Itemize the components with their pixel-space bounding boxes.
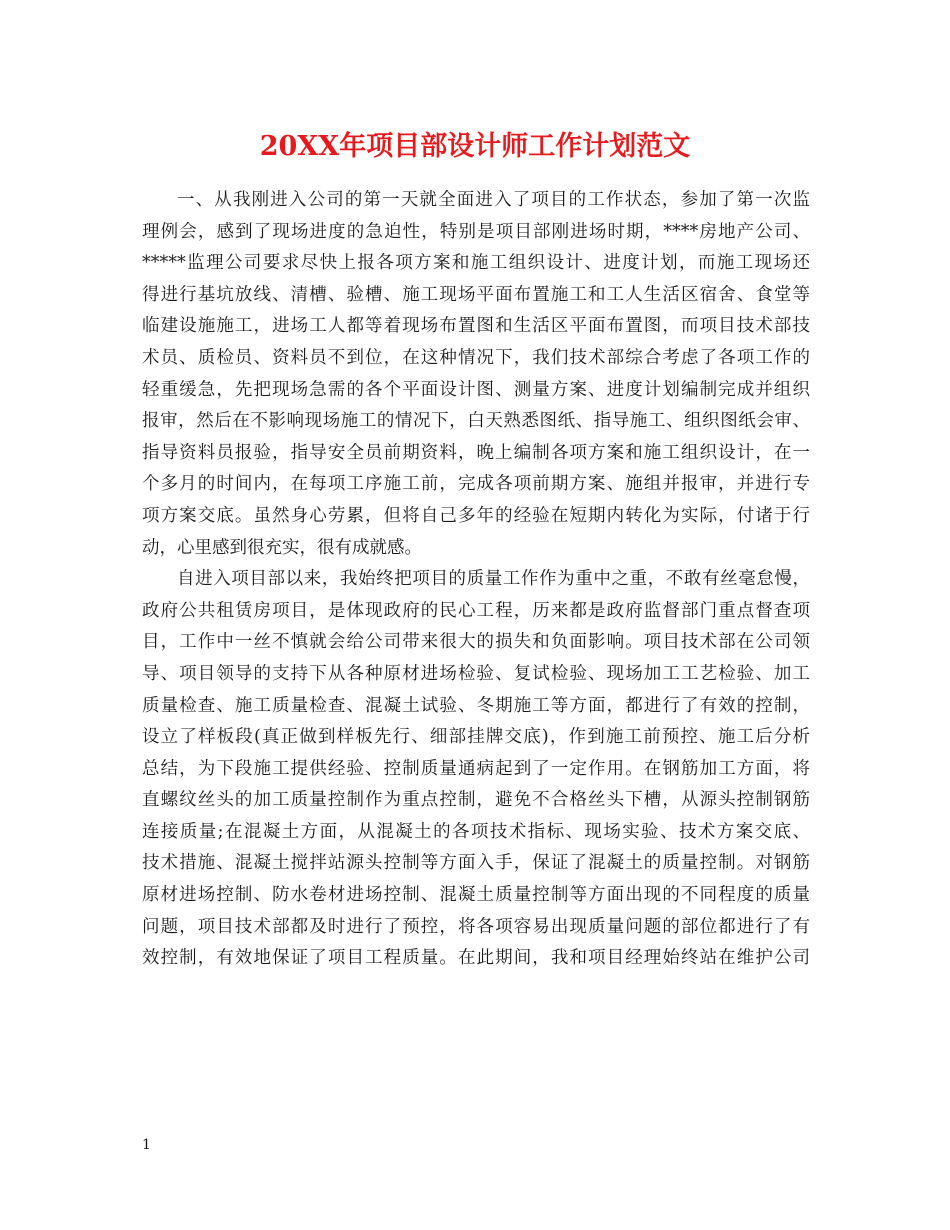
text-line: *****监理公司要求尽快上报各项方案和施工组织设计、进度计划，而施工现场还 bbox=[142, 253, 810, 274]
text-line: 连接质量;在混凝土方面，从混凝土的各项技术指标、现场实验、技术方案交底、 bbox=[142, 821, 810, 842]
text-line: 理例会，感到了现场进度的急迫性，特别是项目部刚进场时期，****房地产公司、 bbox=[142, 221, 810, 242]
text-line: 直螺纹丝头的加工质量控制作为重点控制，避免不合格丝头下槽，从源头控制钢筋 bbox=[142, 790, 810, 811]
text-line: 报审，然后在不影响现场施工的情况下，白天熟悉图纸、指导施工、组织图纸会审、 bbox=[142, 411, 810, 432]
text-line: 质量检查、施工质量检查、混凝土试验、冬期施工等方面，都进行了有效的控制， bbox=[142, 695, 810, 716]
text-line: 原材进场控制、防水卷材进场控制、混凝土质量控制等方面出现的不同程度的质量 bbox=[142, 885, 810, 906]
text-line: 术员、质检员、资料员不到位，在这种情况下，我们技术部综合考虑了各项工作的 bbox=[142, 347, 810, 368]
document-body bbox=[142, 185, 810, 975]
text-line: 技术措施、混凝土搅拌站源头控制等方面入手，保证了混凝土的质量控制。对钢筋 bbox=[142, 853, 810, 874]
paragraph-1 bbox=[142, 185, 810, 564]
text-line: 指导资料员报验，指导安全员前期资料，晚上编制各项方案和施工组织设计，在一 bbox=[142, 442, 810, 463]
document-title: 20XX年项目部设计师工作计划范文 bbox=[259, 131, 691, 162]
paragraph-2 bbox=[142, 564, 810, 975]
text-line: 目，工作中一丝不慎就会给公司带来很大的损失和负面影响。项目技术部在公司领 bbox=[142, 632, 810, 653]
text-line: 个多月的时间内，在每项工序施工前，完成各项前期方案、施组并报审，并进行专 bbox=[142, 474, 810, 495]
text-line: 轻重缓急，先把现场急需的各个平面设计图、测量方案、进度计划编制完成并组织 bbox=[142, 379, 810, 400]
text-line: 政府公共租赁房项目，是体现政府的民心工程，历来都是政府监督部门重点督查项 bbox=[142, 600, 810, 621]
text-line: 效控制，有效地保证了项目工程质量。在此期间，我和项目经理始终站在维护公司 bbox=[142, 948, 810, 969]
text-line: 得进行基坑放线、清槽、验槽、施工现场平面布置施工和工人生活区宿舍、食堂等 bbox=[142, 284, 810, 305]
text-line: 导、项目领导的支持下从各种原材进场检验、复试检验、现场加工工艺检验、加工 bbox=[142, 663, 810, 684]
text-line: 设立了样板段(真正做到样板先行、细部挂牌交底)，作到施工前预控、施工后分析 bbox=[142, 727, 810, 748]
text-line: 动，心里感到很充实，很有成就感。 bbox=[142, 537, 422, 558]
text-line: 一、从我刚进入公司的第一天就全面进入了项目的工作状态，参加了第一次监 bbox=[177, 190, 810, 210]
text-line: 总结，为下段施工提供经验、控制质量通病起到了一定作用。在钢筋加工方面，将 bbox=[142, 758, 810, 779]
text-line: 问题，项目技术部都及时进行了预控，将各项容易出现质量问题的部位都进行了有 bbox=[142, 916, 810, 937]
text-line: 项方案交底。虽然身心劳累，但将自己多年的经验在短期内转化为实际，付诸于行 bbox=[142, 505, 810, 526]
text-line: 自进入项目部以来，我始终把项目的质量工作作为重中之重，不敢有丝毫怠慢， bbox=[177, 569, 810, 590]
page-number: 1 bbox=[142, 1137, 151, 1153]
text-line: 临建设施施工，进场工人都等着现场布置图和生活区平面布置图，而项目技术部技 bbox=[142, 316, 810, 337]
